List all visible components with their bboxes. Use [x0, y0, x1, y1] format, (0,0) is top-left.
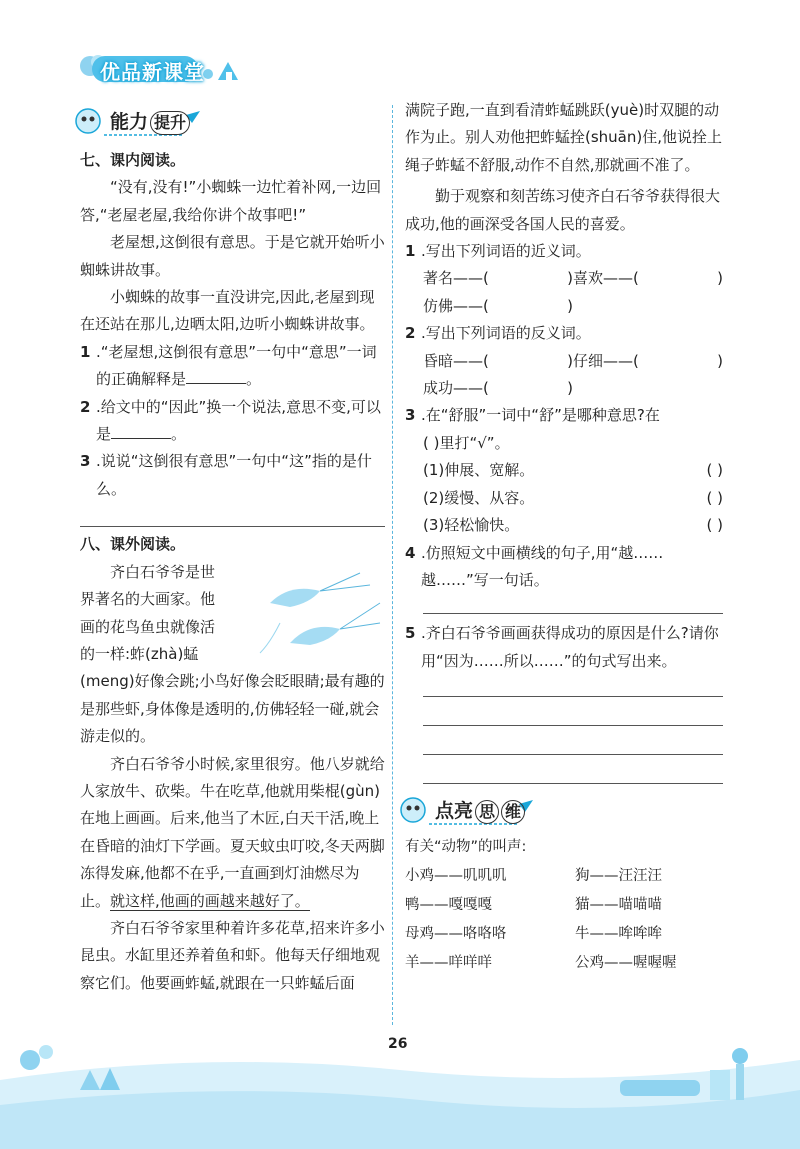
sound-item: 小鸡——叽叽叽 — [405, 867, 507, 884]
section7-title: 七、课内阅读。 — [80, 151, 186, 169]
option-2[interactable] — [405, 485, 723, 512]
check-box[interactable]: ( ) — [706, 516, 723, 535]
question-8-1 — [405, 238, 723, 265]
section7-paragraph-2: 老屋想,这倒很有意思。于是它就开始听小蜘蛛讲故事。 — [80, 233, 385, 279]
question-number: 2 — [80, 397, 91, 416]
section8-paragraph-1-rest: (meng)好像会跳;小鸟好像会眨眼睛;最有趣的是那些虾,身体像是透明的,仿佛轻轻一碰,就会游走似的。 — [80, 672, 385, 746]
check-box[interactable]: ( ) — [706, 461, 723, 480]
sound-item: 公鸡——喔喔喔 — [575, 954, 677, 971]
section8-paragraph-3: 齐白石爷爷家里种着许多花草,招来许多小昆虫。水缸里还养着鱼和虾。他每天仔细地观察它们。他要画蚱蜢,就跟在一只蚱蜢后面 — [80, 918, 385, 992]
question-number: 1 — [405, 242, 416, 261]
antonym-row-2 — [405, 375, 723, 402]
question-number: 4 — [405, 543, 416, 562]
word-prompt: 喜欢——( — [573, 269, 639, 288]
paren-close: ) — [567, 379, 573, 398]
option-3[interactable] — [405, 512, 723, 539]
column-divider — [392, 105, 393, 1025]
question-7-1 — [80, 339, 385, 394]
section8-title: 八、课外阅读。 — [80, 535, 186, 554]
answer-line[interactable] — [423, 695, 723, 697]
answer-line[interactable] — [80, 525, 385, 527]
sound-item: 狗——汪汪汪 — [575, 867, 662, 884]
question-8-4 — [405, 540, 723, 595]
answer-blank[interactable] — [111, 422, 171, 439]
sound-item: 羊——咩咩咩 — [405, 954, 492, 971]
question-number: 3 — [405, 406, 416, 425]
paren-close: ) — [717, 269, 723, 288]
section7-paragraph-3: 小蜘蛛的故事一直没讲完,因此,老屋到现在还站在那儿,边晒太阳,边听小蜘蛛讲故事。 — [80, 288, 375, 334]
answer-line[interactable] — [423, 612, 723, 614]
left-column — [80, 103, 385, 997]
answer-line[interactable] — [423, 782, 723, 784]
question-8-3 — [405, 402, 723, 429]
question-number: 5 — [405, 624, 416, 643]
question-number: 1 — [80, 342, 91, 361]
underlined-sentence: 就这样,他画的画越来越好了。 — [110, 891, 310, 910]
section8-line-3: 画的花鸟鱼虫就像活 — [80, 617, 216, 636]
paren-close: ) — [567, 351, 573, 370]
ability-badge — [80, 103, 385, 143]
sound-item: 牛——哞哞哞 — [575, 925, 662, 942]
synonym-row-2 — [405, 293, 723, 320]
word-prompt: 成功——( — [423, 379, 489, 398]
word-prompt: 仿佛——( — [423, 296, 489, 315]
question-text-line-2: ( )里打“√”。 — [423, 433, 510, 452]
antonym-row-1 — [405, 348, 723, 375]
question-text: .写出下列词语的近义词。 — [421, 242, 591, 261]
thinking-boxed-char-1: 思 — [475, 800, 499, 824]
question-text: .写出下列词语的反义词。 — [421, 324, 591, 343]
question-number: 3 — [80, 452, 91, 471]
question-8-2 — [405, 320, 723, 347]
section8-paragraph-4: 勤于观察和刻苦练习使齐白石爷爷获得很大成功,他的画深受各国人民的喜爱。 — [405, 187, 721, 233]
question-7-3 — [80, 448, 385, 503]
question-8-5 — [405, 620, 723, 675]
sound-item: 母鸡——咯咯咯 — [405, 925, 507, 942]
synonym-row-1 — [405, 265, 723, 292]
section8-line-2: 界著名的大画家。他 — [80, 590, 216, 609]
word-prompt: 昏暗——( — [423, 351, 489, 370]
brand-name: 优品新课堂 — [100, 60, 205, 84]
paren-close: ) — [717, 351, 723, 370]
ability-label: 能力 — [110, 111, 149, 133]
paren-close: ) — [567, 296, 573, 315]
page-number: 26 — [388, 1036, 408, 1052]
section7-paragraph-1: “没有,没有!”小蜘蛛一边忙着补网,一边回答,“老屋老屋,我给你讲个故事吧!” — [80, 178, 382, 224]
paragraph-text: 齐白石爷爷小时候,家里很穷。他八岁就给人家放牛、砍柴。牛在吃草,他就用柴棍(gùn)在地上画画。后来,他当了木匠,白天干活,晚上在昏暗的油灯下学画。夏天蚊虫叮咬,冬天两脚冻得发麻,他都不在乎,一直画到灯油燃尽为止。 — [80, 754, 385, 910]
header-logo — [78, 52, 248, 88]
animal-sounds-intro: 有关“动物”的叫声: — [405, 839, 527, 856]
sound-item: 猫——喵喵喵 — [575, 896, 662, 913]
section8-paragraph-2 — [80, 751, 385, 915]
thinking-boxed-char-2: 维 — [501, 800, 525, 824]
answer-line[interactable] — [423, 753, 723, 755]
question-text: .齐白石爷爷画画获得成功的原因是什么?请你用“因为……所以……”的句式写出来。 — [421, 624, 719, 670]
question-number: 2 — [405, 324, 416, 343]
sound-item: 鸭——嘎嘎嘎 — [405, 896, 492, 913]
question-text: .给文中的“因此”换一个说法,意思不变,可以是 — [96, 397, 381, 444]
section8-line-1: 齐白石爷爷是世 — [110, 562, 216, 581]
thinking-label: 点亮 — [435, 800, 474, 823]
ability-boxed-char: 提升 — [150, 111, 190, 135]
question-text: .在“舒服”一词中“舒”是哪种意思?在 — [421, 406, 660, 425]
section8-line-4: 的一样:蚱(zhà)蜢 — [80, 644, 199, 663]
section8-paragraph-3-cont: 满院子跑,一直到看清蚱蜢跳跃(yuè)时双腿的动作为止。别人劝他把蚱蜢拴(shuān)住,他说拴上绳子蚱蜢不舒服,动作不自然,那就画不准了。 — [405, 101, 723, 174]
check-box[interactable]: ( ) — [706, 488, 723, 507]
section8-intro — [80, 559, 385, 669]
word-prompt: 仔细——( — [573, 351, 639, 370]
question-7-2 — [80, 394, 385, 449]
animal-sounds-grid — [405, 862, 723, 978]
right-column — [405, 97, 723, 978]
option-text: (3)轻松愉快。 — [423, 516, 520, 535]
thinking-badge — [405, 792, 723, 832]
answer-line[interactable] — [423, 724, 723, 726]
question-text-end: 。 — [246, 370, 262, 389]
ability-badge-text — [110, 109, 190, 136]
shrimp-painting-icon — [250, 563, 385, 663]
answer-blank[interactable] — [186, 367, 246, 384]
question-text: .“老屋想,这倒很有意思”一句中“意思”一词的正确解释是 — [96, 342, 377, 389]
question-text: .仿照短文中画横线的句子,用“越……越……”写一句话。 — [421, 543, 664, 589]
option-text: (1)伸展、宽解。 — [423, 461, 535, 480]
question-text-end: 。 — [171, 425, 187, 444]
word-prompt: 著名——( — [423, 269, 489, 288]
option-text: (2)缓慢、从容。 — [423, 488, 535, 507]
question-text: .说说“这倒很有意思”一句中“这”指的是什么。 — [96, 452, 372, 498]
option-1[interactable] — [405, 457, 723, 484]
thinking-badge-text — [435, 798, 525, 825]
paren-close: ) — [567, 269, 573, 288]
